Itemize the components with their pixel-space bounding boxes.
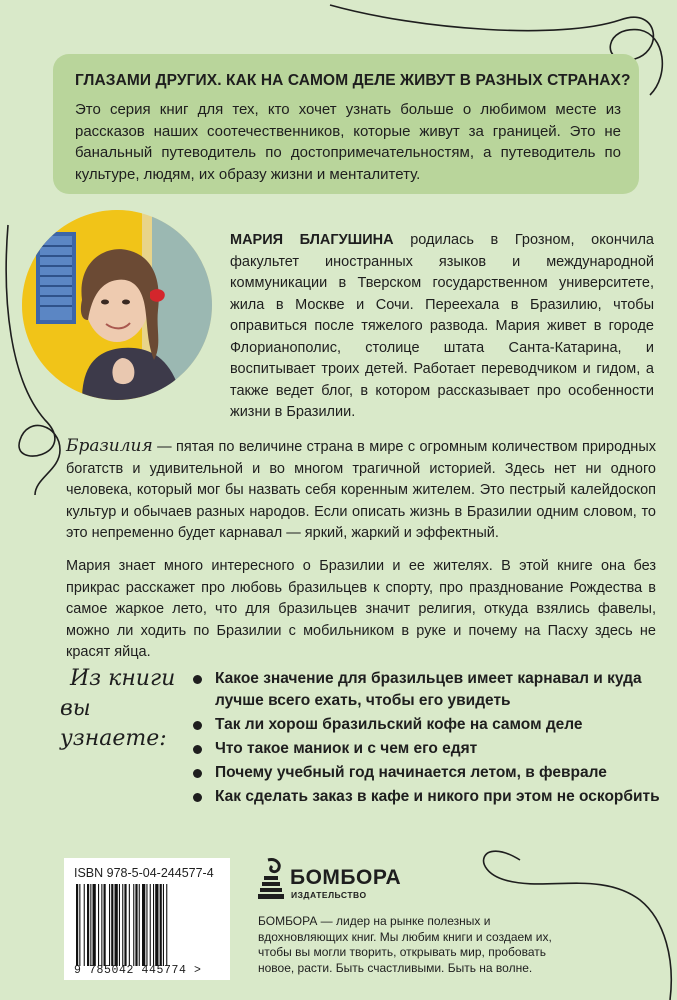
learn-item-text: Какое значение для бразильцев имеет карнавал и куда лучше всего ехать, чтобы его увидеть [215,670,642,709]
publisher-description: БОМБОРА — лидер на рынке полезных и вдохновляющих книг. Мы любим книги и создаем их, чтобы вы могли творить, открывать мир, пробовать новое, расти. Быть счастливыми. Быть на волне. [258,914,552,975]
learn-item-text: Так ли хорош бразильский кофе на самом деле [215,716,583,733]
learn-list [193,668,663,810]
author-bio [230,230,654,424]
series-description: Это серия книг для тех, кто хочет узнать больше о любимом месте из рассказов наших соотечественников, которые живут за границей. Это не банальный путеводитель по достопримечательностям, а путеводитель по культуре, людям, их образу жизни и менталитету. [75,101,621,183]
learn-list-item [193,738,663,760]
learn-label [60,664,200,754]
isbn-number: ISBN 978-5-04-244577-4 [74,866,214,880]
series-title: ГЛАЗАМИ ДРУГИХ. КАК НА САМОМ ДЕЛЕ ЖИВУТ В РАЗНЫХ СТРАНАХ? [75,72,631,89]
learn-list-item [193,668,663,712]
learn-item-text: Как сделать заказ в кафе и никого при этом не оскорбить [215,788,660,805]
learn-item-text: Что такое маниок и с чем его едят [215,740,478,757]
bullet-icon [193,769,202,778]
author-name: МАРИЯ БЛАГУШИНА [230,232,394,248]
publisher-subtitle: ИЗДАТЕЛЬСТВО [291,890,367,900]
bullet-icon [193,721,202,730]
wave-logo-icon [258,858,286,902]
learn-label-line1: Из книги [70,666,176,691]
barcode-digits: 9 785042 445774 > [74,964,202,977]
barcode-icon [74,884,220,966]
bullet-icon [193,793,202,802]
barcode-block [64,858,230,980]
series-info-box [53,54,639,194]
learn-label-line2: вы узнаете: [60,696,167,751]
learn-list-item [193,762,663,784]
bullet-icon [193,675,202,684]
publisher-name: БОМБОРА [290,866,402,889]
brazil-paragraph [66,436,656,545]
author-bio-text: родилась в Грозном, окончила факультет иностранных языков и международной коммуникации в Тверском государственном университете, жила в Москве и Сочи. Переехала в Бразилию, чтобы оправиться после тяжелого развода. Мария живет в городе Флорианополис, столице штата Санта-Катарина, и воспитывает троих детей. Работает переводчиком и гидом, а также ведет блог, в котором рассказывает про особенности жизни в Бразилии. [230,232,654,420]
brazil-word: Бразилия [66,436,153,456]
learn-item-text: Почему учебный год начинается летом, в феврале [215,764,607,781]
learn-list-item [193,714,663,736]
brazil-text: — пятая по величине страна в мире с огромным количеством природных богатств и удивительной и во многом трагичной историей. Здесь нет ни одного человека, который мог бы назвать себя коренным жителем. Это пестрый калейдоскоп культур и обычаев разных народов. Если описать жизнь в Бразилии одним словом, то это непременно будет карнавал — яркий, жаркий и эффектный. [66,439,656,541]
bullet-icon [193,745,202,754]
author-photo [22,210,212,400]
book-description-paragraph: Мария знает много интересного о Бразилии и ее жителях. В этой книге она без прикрас расскажет про любовь бразильцев к спорту, про празднование Рождества в самое жаркое лето, что для бразильцев значит религия, откуда взялись фавелы, можно ли ходить по Бразилии с мобильником в руке и почему на Пасху здесь не красят яйца. [66,558,656,660]
publisher-logo [258,858,402,908]
learn-list-item [193,786,663,808]
